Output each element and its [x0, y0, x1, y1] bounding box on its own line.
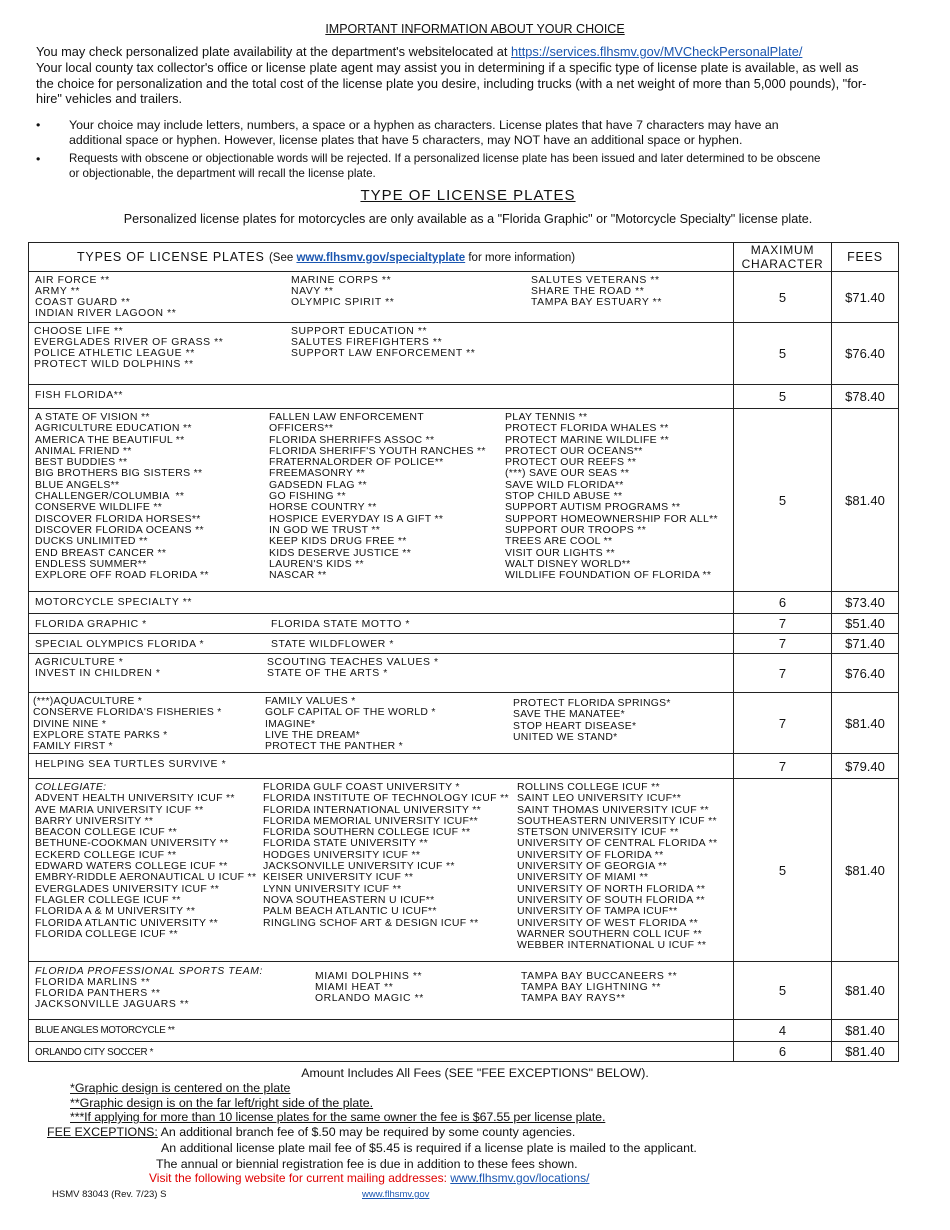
- fee-cell: $76.40: [832, 323, 899, 385]
- plate-names-columns: [29, 272, 733, 322]
- plate-column-3: SALUTES VETERANS ** SHARE THE ROAD ** TAMPA BAY ESTUARY **: [531, 275, 662, 309]
- footnote-2: **Graphic design is on the far left/right side of the plate.: [70, 1096, 374, 1110]
- plate-names-cell: [29, 409, 734, 592]
- plate-column-1: FISH FLORIDA**: [35, 390, 124, 401]
- page-title: IMPORTANT INFORMATION ABOUT YOUR CHOICE: [325, 22, 625, 36]
- header-main: TYPES OF LICENSE PLATES: [77, 250, 265, 264]
- fee-exceptions-label: FEE EXCEPTIONS:: [47, 1125, 158, 1139]
- table-header-row: [29, 243, 899, 272]
- fee-exception-3: The annual or biennial registration fee is due in addition to these fees shown.: [156, 1157, 578, 1171]
- plate-names-columns: [29, 779, 733, 961]
- plate-names-columns: [29, 693, 733, 753]
- fee-cell: $79.40: [832, 754, 899, 779]
- plate-names-cell: [29, 323, 734, 385]
- site-link[interactable]: www.flhsmv.gov: [362, 1189, 430, 1200]
- plate-column-1: AIR FORCE ** ARMY ** COAST GUARD ** INDIAN RIVER LAGOON **: [35, 275, 177, 320]
- plate-names-cell: [29, 634, 734, 654]
- check-plate-link[interactable]: https://services.flhsmv.gov/MVCheckPersonalPlate/: [511, 44, 803, 59]
- intro-paragraph: [36, 44, 876, 107]
- table-row: [29, 409, 899, 592]
- plate-names-cell: [29, 693, 734, 754]
- max-character-cell: 5: [734, 962, 832, 1020]
- max-character-cell: 5: [734, 779, 832, 962]
- license-plates-table: [28, 242, 899, 1062]
- plate-names-columns: [29, 1042, 733, 1061]
- max-character-cell: 7: [734, 634, 832, 654]
- plate-column-1: BLUE ANGLES MOTORCYCLE **: [35, 1025, 175, 1036]
- plate-column-2: FLORIDA STATE MOTTO *: [271, 619, 411, 630]
- plate-names-columns: [29, 634, 733, 653]
- bullet-text: Your choice may include letters, numbers, a space or a hyphen as characters. License plates that have 7 characters may have an additional space or hyphen. However, license plates that have 5 characters, may NOT have an additional space or hyphen.: [69, 118, 779, 147]
- bullet-dot: •: [36, 118, 41, 132]
- table-row: [29, 592, 899, 614]
- plate-column-1: SPECIAL OLYMPICS FLORIDA *: [35, 639, 205, 650]
- section-title: TYPE OF LICENSE PLATES: [360, 187, 576, 204]
- fee-cell: $71.40: [832, 634, 899, 654]
- plate-names-cell: [29, 1020, 734, 1042]
- table-row: [29, 754, 899, 779]
- fee-cell: $81.40: [832, 779, 899, 962]
- plate-names-columns: [29, 754, 733, 778]
- fee-cell: $78.40: [832, 385, 899, 409]
- bullet-text: Requests with obscene or objectionable words will be rejected. If a personalized license plate has been issued and later determined to be obscene or objectionable, the department will recall the license plate.: [69, 152, 821, 180]
- header-max: [734, 243, 832, 272]
- table-row: [29, 654, 899, 693]
- plate-names-cell: [29, 385, 734, 409]
- amount-note: Amount Includes All Fees (SEE "FEE EXCEPTIONS" BELOW).: [301, 1066, 649, 1080]
- max-character-cell: 7: [734, 754, 832, 779]
- plate-column-1: FLORIDA PROFESSIONAL SPORTS TEAM: FLORIDA MARLINS ** FLORIDA PANTHERS ** JACKSONVILLE JAGUARS **: [35, 966, 264, 1011]
- plate-column-1: AGRICULTURE * INVEST IN CHILDREN *: [35, 657, 161, 680]
- max-character-cell: 7: [734, 654, 832, 693]
- header-after: for more information): [465, 252, 576, 264]
- table-row: [29, 1042, 899, 1062]
- fee-cell: $81.40: [832, 409, 899, 592]
- plate-names-columns: [29, 385, 733, 408]
- table-row: [29, 323, 899, 385]
- plate-names-cell: [29, 592, 734, 614]
- plate-names-columns: [29, 409, 733, 591]
- fee-exception-2: An additional license plate mail fee of $5.45 is required if a license plate is mailed to the applicant.: [161, 1141, 697, 1155]
- bullet-dot: •: [36, 152, 41, 166]
- plate-column-3: PROTECT FLORIDA SPRINGS* SAVE THE MANATEE* STOP HEART DISEASE* UNITED WE STAND*: [513, 698, 671, 743]
- plate-names-columns: [29, 962, 733, 1019]
- table-row: [29, 1020, 899, 1042]
- plate-column-1: FLORIDA GRAPHIC *: [35, 619, 147, 630]
- fee-cell: $81.40: [832, 1042, 899, 1062]
- fee-exceptions: [47, 1125, 575, 1139]
- plate-names-columns: [29, 614, 733, 633]
- plate-column-2: STATE WILDFLOWER *: [271, 639, 394, 650]
- max-character-cell: 5: [734, 272, 832, 323]
- footnote-3: ***If applying for more than 10 license plates for the same owner the fee is $67.55 per license plate.: [70, 1110, 606, 1124]
- fee-cell: $73.40: [832, 592, 899, 614]
- plate-column-1: MOTORCYCLE SPECIALTY **: [35, 597, 192, 608]
- table-row: [29, 693, 899, 754]
- fee-exception-1: An additional branch fee of $.50 may be required by some county agencies.: [157, 1125, 576, 1139]
- fee-cell: $76.40: [832, 654, 899, 693]
- max-character-cell: 4: [734, 1020, 832, 1042]
- header-fees: FEES: [832, 243, 899, 272]
- max-character-cell: 6: [734, 1042, 832, 1062]
- plate-column-1: COLLEGIATE: ADVENT HEALTH UNIVERSITY ICUF ** AVE MARIA UNIVERSITY ICUF ** BARRY UNIVERSITY ** BEACON COLLEGE ICUF ** BETHUNE-COOKMAN UNIVERSITY ** ECKERD COLLEGE ICUF ** EDWARD WATERS COLLEGE ICUF ** EMBRY-RIDDLE AERONAUTICAL U ICUF ** EVERGLADES UNIVERSITY ICUF ** FLAGLER COLLEGE ICUF ** FLORIDA A & M UNIVERSITY ** FLORIDA ATLANTIC UNIVERSITY ** FLORIDA COLLEGE ICUF **: [35, 781, 257, 940]
- category-heading: FLORIDA PROFESSIONAL SPORTS TEAM:: [35, 966, 264, 977]
- plate-names-columns: [29, 592, 733, 613]
- fee-cell: $81.40: [832, 1020, 899, 1042]
- plate-column-3: PLAY TENNIS ** PROTECT FLORIDA WHALES ** PROTECT MARINE WILDLIFE ** PROTECT OUR OCEANS** PROTECT OUR REEFS ** (***) SAVE OUR SEAS ** SAVE WILD FLORIDA** STOP CHILD ABUSE ** SUPPORT AUTISM PROGRAMS ** SUPPORT HOMEOWNERSHIP FOR ALL** SUPPORT OUR TROOPS ** TREES ARE COOL ** VISIT OUR LIGHTS ** WALT DISNEY WORLD** WILDLIFE FOUNDATION OF FLORIDA **: [505, 411, 718, 582]
- bullet-item: [36, 152, 836, 182]
- fee-cell: $81.40: [832, 962, 899, 1020]
- plate-names-cell: [29, 754, 734, 779]
- plate-column-3: ROLLINS COLLEGE ICUF ** SAINT LEO UNIVERSITY ICUF** SAINT THOMAS UNIVERSITY ICUF ** SOUTHEASTERN UNIVERSITY ICUF ** STETSON UNIVERSITY ICUF ** UNIVERSITY OF CENTRAL FLORIDA ** UNIVERSITY OF FLORIDA ** UNIVERSITY OF GEORGIA ** UNIVERSITY OF MIAMI ** UNIVERSITY OF NORTH FLORIDA ** UNIVERSITY OF SOUTH FLORIDA ** UNIVERSITY OF TAMPA ICUF** UNIVERSITY OF WEST FLORIDA ** WARNER SOUTHERN COLL ICUF ** WEBBER INTERNATIONAL U ICUF **: [517, 781, 718, 952]
- plate-column-2: MARINE CORPS ** NAVY ** OLYMPIC SPIRIT **: [291, 275, 395, 309]
- plate-column-1: HELPING SEA TURTLES SURVIVE *: [35, 759, 227, 770]
- fee-cell: $51.40: [832, 614, 899, 634]
- bullet-item: [36, 118, 836, 148]
- plate-column-2: MIAMI DOLPHINS ** MIAMI HEAT ** ORLANDO MAGIC **: [315, 971, 424, 1005]
- table-row: [29, 385, 899, 409]
- plate-names-cell: [29, 779, 734, 962]
- table-row: [29, 614, 899, 634]
- plate-column-1: ORLANDO CITY SOCCER *: [35, 1047, 154, 1058]
- form-id: HSMV 83043 (Rev. 7/23) S: [52, 1189, 167, 1200]
- plate-column-2: SCOUTING TEACHES VALUES * STATE OF THE ARTS *: [267, 657, 439, 680]
- plate-column-1: CHOOSE LIFE ** EVERGLADES RIVER OF GRASS ** POLICE ATHLETIC LEAGUE ** PROTECT WILD DOLPHINS **: [34, 326, 224, 371]
- plate-column-2: SUPPORT EDUCATION ** SALUTES FIREFIGHTERS ** SUPPORT LAW ENFORCEMENT **: [291, 326, 476, 360]
- visit-line: [149, 1171, 589, 1185]
- plate-names-cell: [29, 614, 734, 634]
- specialty-plate-link[interactable]: www.flhsmv.gov/specialtyplate: [296, 252, 466, 264]
- header-see: (See: [268, 252, 297, 264]
- plate-column-3: TAMPA BAY BUCCANEERS ** TAMPA BAY LIGHTNING ** TAMPA BAY RAYS**: [521, 971, 678, 1005]
- plate-names-cell: [29, 654, 734, 693]
- plate-column-2: FAMILY VALUES * GOLF CAPITAL OF THE WORLD * IMAGINE* LIVE THE DREAM* PROTECT THE PANTHER *: [265, 696, 436, 753]
- header-max-1: MAXIMUM: [750, 243, 815, 257]
- max-character-cell: 5: [734, 385, 832, 409]
- max-character-cell: 5: [734, 323, 832, 385]
- plate-column-1: (***)AQUACULTURE * CONSERVE FLORIDA'S FISHERIES * DIVINE NINE * EXPLORE STATE PARKS * FAMILY FIRST *: [33, 696, 222, 753]
- max-character-cell: 7: [734, 614, 832, 634]
- fee-cell: $81.40: [832, 693, 899, 754]
- plate-names-cell: [29, 1042, 734, 1062]
- plate-column-2: FLORIDA GULF COAST UNIVERSITY * FLORIDA INSTITUTE OF TECHNOLOGY ICUF ** FLORIDA INTERNATIONAL UNIVERSITY ** FLORIDA MEMORIAL UNIVERSITY ICUF** FLORIDA SOUTHERN COLLEGE ICUF ** FLORIDA STATE UNIVERSITY ** HODGES UNIVERSITY ICUF ** JACKSONVILLE UNIVERSITY ICUF ** KEISER UNIVERSITY ICUF ** LYNN UNIVERSITY ICUF ** NOVA SOUTHEASTERN U ICUF** PALM BEACH ATLANTIC U ICUF** RINGLING SCHOF ART & DESIGN ICUF **: [263, 781, 509, 929]
- plate-names-columns: [29, 1020, 733, 1041]
- header-types: [29, 243, 734, 272]
- plate-names-columns: [29, 654, 733, 692]
- locations-link[interactable]: www.flhsmv.gov/locations/: [450, 1171, 590, 1185]
- max-character-cell: 7: [734, 693, 832, 754]
- max-character-cell: 5: [734, 409, 832, 592]
- header-max-2: CHARACTER: [741, 257, 824, 271]
- intro-text: You may check personalized plate availability at the department's websitelocated at: [36, 44, 512, 59]
- table-row: [29, 779, 899, 962]
- plate-names-cell: [29, 272, 734, 323]
- plate-column-1: A STATE OF VISION ** AGRICULTURE EDUCATION ** AMERICA THE BEAUTIFUL ** ANIMAL FRIEND ** BEST BUDDIES ** BIG BROTHERS BIG SISTERS ** BLUE ANGELS** CHALLENGER/COLUMBIA ** CONSERVE WILDLIFE ** DISCOVER FLORIDA HORSES** DISCOVER FLORIDA OCEANS ** DUCKS UNLIMITED ** END BREAST CANCER ** ENDLESS SUMMER** EXPLORE OFF ROAD FLORIDA **: [35, 411, 209, 582]
- visit-text: Visit the following website for current mailing addresses:: [149, 1171, 451, 1185]
- fee-cell: $71.40: [832, 272, 899, 323]
- plate-names-columns: [29, 323, 733, 384]
- section-note: Personalized license plates for motorcycles are only available as a "Florida Graphic" or "Motorcycle Specialty" license plate.: [123, 212, 813, 226]
- footnote-1: *Graphic design is centered on the plate: [70, 1081, 291, 1095]
- table-row: [29, 272, 899, 323]
- max-character-cell: 6: [734, 592, 832, 614]
- intro-text-cont: Your local county tax collector's office or license plate agent may assist you in determining if a specific type of license plate is available, as well as the choice for personalization and the total cost of the license plate you desire, including trucks (with a net weight of more than 5,000 pounds), "for-hire" vehicles and trailers.: [36, 59, 867, 107]
- table-row: [29, 634, 899, 654]
- plate-names-cell: [29, 962, 734, 1020]
- category-heading: COLLEGIATE:: [35, 781, 107, 793]
- plate-column-2: FALLEN LAW ENFORCEMENT OFFICERS** FLORIDA SHERRIFFS ASSOC ** FLORIDA SHERIFF'S YOUTH RANCHES ** FRATERNALORDER OF POLICE** FREEMASONRY ** GADSEDN FLAG ** GO FISHING ** HORSE COUNTRY ** HOSPICE EVERYDAY IS A GIFT ** IN GOD WE TRUST ** KEEP KIDS DRUG FREE ** KIDS DESERVE JUSTICE ** LAUREN'S KIDS ** NASCAR **: [269, 411, 486, 582]
- table-row: [29, 962, 899, 1020]
